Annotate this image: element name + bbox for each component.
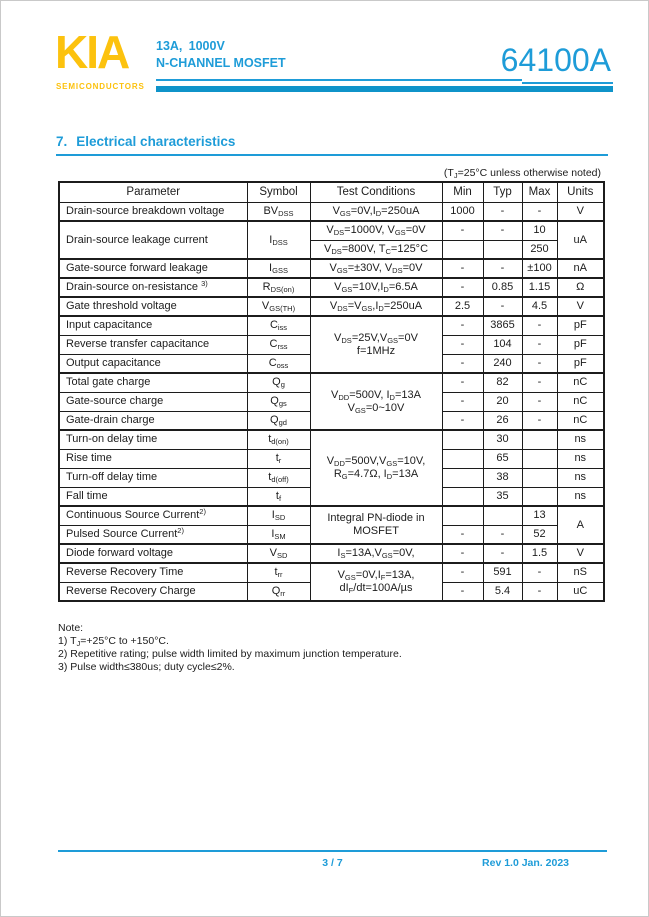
conditions-cell: $V_{GS}=0V,I_D=250uA$ xyxy=(310,202,442,221)
param-cell: Gate threshold voltage xyxy=(59,297,247,316)
section-title xyxy=(56,134,235,149)
conditions-cell: $V_{DD}=500V,V_{GS}=10V$, $R_G=4.7\Omega$, $I_D=13A$ xyxy=(310,430,442,506)
notes-section xyxy=(58,622,402,674)
value-cell: - xyxy=(483,525,522,544)
value-cell: - xyxy=(442,259,483,278)
value-cell: - xyxy=(442,278,483,297)
param-cell: Turn-on delay time xyxy=(59,430,247,449)
table-row xyxy=(59,202,604,221)
param-cell: Turn-off delay time xyxy=(59,468,247,487)
value-cell xyxy=(483,240,522,259)
param-cell: Output capacitance xyxy=(59,354,247,373)
value-cell: - xyxy=(442,411,483,430)
table-row xyxy=(59,297,604,316)
conditions-cell: $V_{DS}=25V,V_{GS}=0V$ f=1MHz xyxy=(310,316,442,373)
symbol-cell: $V_{SD}$ xyxy=(247,544,310,563)
value-cell xyxy=(522,487,557,506)
value-cell: - xyxy=(442,582,483,601)
value-cell: - xyxy=(522,373,557,392)
value-cell: - xyxy=(442,544,483,563)
conditions-cell: $V_{GS}=0V,I_F=13A$, $dI_F/dt=100A/\mu s$ xyxy=(310,563,442,601)
footer-rule xyxy=(58,850,607,852)
symbol-cell: $BV_{DSS}$ xyxy=(247,202,310,221)
value-cell: - xyxy=(442,373,483,392)
kia-logo-tagline: SEMICONDUCTORS xyxy=(56,82,145,91)
value-cell: - xyxy=(522,335,557,354)
value-cell: - xyxy=(442,221,483,240)
value-cell: 1000 xyxy=(442,202,483,221)
column-header-symbol: Symbol xyxy=(247,182,310,202)
table-row xyxy=(59,221,604,240)
conditions-cell: $V_{DS}=V_{GS},I_D=250uA$ xyxy=(310,297,442,316)
symbol-cell: $t_{d(off)}$ xyxy=(247,468,310,487)
value-cell: - xyxy=(483,544,522,563)
table-row xyxy=(59,316,604,335)
units-cell: V xyxy=(557,297,604,316)
param-cell: Reverse Recovery Time xyxy=(59,563,247,582)
table-body xyxy=(59,202,604,601)
table-row xyxy=(59,506,604,525)
value-cell: 0.85 xyxy=(483,278,522,297)
value-cell: - xyxy=(483,202,522,221)
symbol-cell: $C_{oss}$ xyxy=(247,354,310,373)
symbol-cell: $R_{DS(on)}$ xyxy=(247,278,310,297)
conditions-cell: $V_{DS}=800V$, $T_C=125^\circ C$ xyxy=(310,240,442,259)
units-cell: V xyxy=(557,544,604,563)
value-cell: 5.4 xyxy=(483,582,522,601)
table-header-row xyxy=(59,182,604,202)
units-cell: uC xyxy=(557,582,604,601)
value-cell: 52 xyxy=(522,525,557,544)
value-cell xyxy=(522,468,557,487)
symbol-cell: $t_{rr}$ xyxy=(247,563,310,582)
part-number: 64100A xyxy=(500,42,611,78)
device-type: N-CHANNEL MOSFET xyxy=(156,56,286,70)
symbol-cell: $I_{DSS}$ xyxy=(247,221,310,259)
symbol-cell: $Q_{gd}$ xyxy=(247,411,310,430)
device-rating: 13A, 1000V xyxy=(156,39,225,53)
value-cell: - xyxy=(442,335,483,354)
note-item-2: 2) Repetitive rating; pulse width limited by maximum junction temperature. xyxy=(58,648,402,660)
header-rule-left xyxy=(156,79,522,81)
column-header-parameter: Parameter xyxy=(59,182,247,202)
column-header-max: Max xyxy=(522,182,557,202)
kia-logo: KIA xyxy=(55,26,129,78)
value-cell: 3865 xyxy=(483,316,522,335)
value-cell: - xyxy=(522,411,557,430)
symbol-cell: $Q_{gs}$ xyxy=(247,392,310,411)
param-cell: Total gate charge xyxy=(59,373,247,392)
section-number: 7. xyxy=(56,134,68,149)
param-cell: Rise time xyxy=(59,449,247,468)
value-cell: - xyxy=(522,202,557,221)
units-cell: pF xyxy=(557,335,604,354)
value-cell: 65 xyxy=(483,449,522,468)
conditions-note: ($T_J=25^\circ C$ unless otherwise noted) xyxy=(443,167,601,180)
table-row xyxy=(59,563,604,582)
value-cell: 250 xyxy=(522,240,557,259)
column-header-min: Min xyxy=(442,182,483,202)
value-cell: 30 xyxy=(483,430,522,449)
value-cell xyxy=(442,487,483,506)
value-cell xyxy=(442,468,483,487)
value-cell: 13 xyxy=(522,506,557,525)
units-cell: nC xyxy=(557,373,604,392)
table-row xyxy=(59,278,604,297)
value-cell xyxy=(522,430,557,449)
value-cell: 26 xyxy=(483,411,522,430)
header-accent-bar xyxy=(156,86,613,92)
units-cell: ns xyxy=(557,430,604,449)
param-cell: Gate-source forward leakage xyxy=(59,259,247,278)
value-cell: 1.5 xyxy=(522,544,557,563)
page-number: 3 / 7 xyxy=(322,857,343,869)
conditions-cell: $V_{DD}=500V$, $I_D=13A$ $V_{GS}=0\sim 10V$ xyxy=(310,373,442,430)
notes-label: Note: xyxy=(58,622,84,634)
param-cell: Gate-source charge xyxy=(59,392,247,411)
value-cell: - xyxy=(442,563,483,582)
table-row xyxy=(59,259,604,278)
table-row xyxy=(59,544,604,563)
value-cell: - xyxy=(442,316,483,335)
symbol-cell: $t_r$ xyxy=(247,449,310,468)
footer xyxy=(58,857,607,871)
units-cell: ns xyxy=(557,449,604,468)
symbol-cell: $C_{iss}$ xyxy=(247,316,310,335)
param-cell: Pulsed Source Current$^{2)}$ xyxy=(59,525,247,544)
value-cell xyxy=(442,240,483,259)
symbol-cell: $I_{GSS}$ xyxy=(247,259,310,278)
device-summary xyxy=(156,38,286,72)
value-cell: - xyxy=(483,221,522,240)
value-cell xyxy=(483,506,522,525)
revision: Rev 1.0 Jan. 2023 xyxy=(482,857,569,869)
param-cell: Drain-source leakage current xyxy=(59,221,247,259)
units-cell: pF xyxy=(557,316,604,335)
symbol-cell: $t_{d(on)}$ xyxy=(247,430,310,449)
param-cell: Continuous Source Current$^{2)}$ xyxy=(59,506,247,525)
conditions-cell: $V_{DS}=1000V$, $V_{GS}=0V$ xyxy=(310,221,442,240)
units-cell: ns xyxy=(557,487,604,506)
table-row xyxy=(59,373,604,392)
header-rule-right xyxy=(522,82,613,84)
value-cell: 240 xyxy=(483,354,522,373)
units-cell: V xyxy=(557,202,604,221)
units-cell: ns xyxy=(557,468,604,487)
symbol-cell: $V_{GS(TH)}$ xyxy=(247,297,310,316)
note-item-3: 3) Pulse width≤380us; duty cycle≤2%. xyxy=(58,661,235,673)
value-cell: 82 xyxy=(483,373,522,392)
symbol-cell: $C_{rss}$ xyxy=(247,335,310,354)
symbol-cell: $I_{SD}$ xyxy=(247,506,310,525)
symbol-cell: $Q_g$ xyxy=(247,373,310,392)
units-cell: nA xyxy=(557,259,604,278)
value-cell: 104 xyxy=(483,335,522,354)
param-cell: Reverse Recovery Charge xyxy=(59,582,247,601)
value-cell: - xyxy=(442,354,483,373)
value-cell: 4.5 xyxy=(522,297,557,316)
value-cell: - xyxy=(442,525,483,544)
value-cell: 35 xyxy=(483,487,522,506)
section-title-underline xyxy=(56,154,608,156)
units-cell: A xyxy=(557,506,604,544)
conditions-cell: Integral PN-diode in MOSFET xyxy=(310,506,442,544)
param-cell: Diode forward voltage xyxy=(59,544,247,563)
column-header-test-conditions: Test Conditions xyxy=(310,182,442,202)
units-cell: nC xyxy=(557,411,604,430)
param-cell: Reverse transfer capacitance xyxy=(59,335,247,354)
symbol-cell: $Q_{rr}$ xyxy=(247,582,310,601)
param-cell: Gate-drain charge xyxy=(59,411,247,430)
value-cell: ±100 xyxy=(522,259,557,278)
symbol-cell: $t_f$ xyxy=(247,487,310,506)
symbol-cell: $I_{SM}$ xyxy=(247,525,310,544)
units-cell: nC xyxy=(557,392,604,411)
units-cell: nS xyxy=(557,563,604,582)
note-item-1: 1) $T_J=+25^\circ C$ to +150°C. xyxy=(58,635,169,648)
param-cell: Fall time xyxy=(59,487,247,506)
value-cell xyxy=(442,449,483,468)
param-cell: Drain-source breakdown voltage xyxy=(59,202,247,221)
value-cell: - xyxy=(483,259,522,278)
value-cell: 2.5 xyxy=(442,297,483,316)
value-cell: - xyxy=(522,316,557,335)
value-cell: - xyxy=(483,297,522,316)
units-cell: uA xyxy=(557,221,604,259)
value-cell: 38 xyxy=(483,468,522,487)
units-cell: pF xyxy=(557,354,604,373)
value-cell xyxy=(442,430,483,449)
column-header-units: Units xyxy=(557,182,604,202)
value-cell: - xyxy=(522,354,557,373)
units-cell: Ω xyxy=(557,278,604,297)
electrical-characteristics-table xyxy=(58,181,605,602)
table-head xyxy=(59,182,604,202)
value-cell: 20 xyxy=(483,392,522,411)
section-heading: Electrical characteristics xyxy=(76,134,236,149)
conditions-cell: $V_{GS}=\pm 30V$, $V_{DS}=0V$ xyxy=(310,259,442,278)
value-cell: 10 xyxy=(522,221,557,240)
conditions-cell: $V_{GS}=10V,I_D=6.5A$ xyxy=(310,278,442,297)
value-cell: 1.15 xyxy=(522,278,557,297)
value-cell: - xyxy=(522,392,557,411)
value-cell xyxy=(442,506,483,525)
param-cell: Drain-source on-resistance $^{3)}$ xyxy=(59,278,247,297)
value-cell: - xyxy=(442,392,483,411)
param-cell: Input capacitance xyxy=(59,316,247,335)
column-header-typ: Typ xyxy=(483,182,522,202)
value-cell xyxy=(522,449,557,468)
conditions-cell: $I_S=13A,V_{GS}=0V$, xyxy=(310,544,442,563)
value-cell: - xyxy=(522,563,557,582)
table-row xyxy=(59,430,604,449)
value-cell: - xyxy=(522,582,557,601)
value-cell: 591 xyxy=(483,563,522,582)
